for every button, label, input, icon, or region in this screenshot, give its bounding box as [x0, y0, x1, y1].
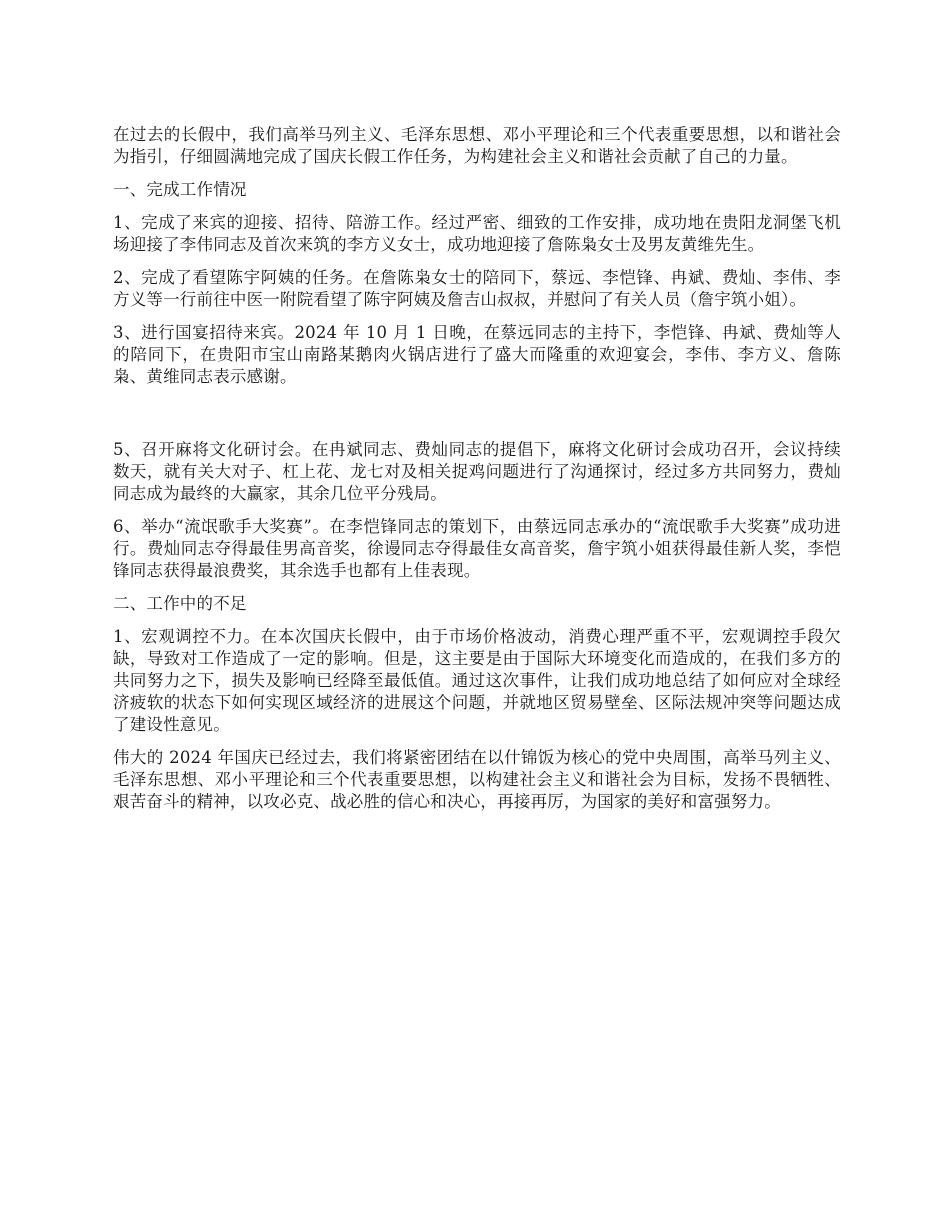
section-heading-work-done: 一、完成工作情况 [113, 180, 247, 199]
work-item-1: 1、完成了来宾的迎接、招待、陪游工作。经过严密、细致的工作安排，成功地在贵阳龙洞堡飞机场迎接了李伟同志及首次来筑的李方义女士，成功地迎接了詹陈枭女士及男友黄维先生。 [113, 213, 841, 254]
work-item-3: 3、进行国宴招待来宾。2024 年 10 月 1 日晚，在蔡远同志的主持下，李恺锋、冉斌、费灿等人的陪同下，在贵阳市宝山南路某鹅肉火锅店进行了盛大而隆重的欢迎宴会，李伟、李方义、詹陈枭、黄维同志表示感谢。 [113, 323, 841, 386]
section-heading-shortfalls: 二、工作中的不足 [113, 594, 247, 613]
work-item-2: 2、完成了看望陈宇阿姨的任务。在詹陈枭女士的陪同下，蔡远、李恺锋、冉斌、费灿、李伟、李方义等一行前往中医一附院看望了陈宇阿姨及詹吉山叔叔，并慰问了有关人员（詹宇筑小姐）。 [113, 268, 841, 309]
conclusion-paragraph: 伟大的 2024 年国庆已经过去，我们将紧密团结在以什锦饭为核心的党中央周围，高举马列主义、毛泽东思想、邓小平理论和三个代表重要思想，以构建社会主义和谐社会为目标，发扬不畏牺牲、艰苦奋斗的精神，以攻必克、战必胜的信心和决心，再接再厉，为国家的美好和富强努力。 [113, 748, 841, 811]
intro-paragraph: 在过去的长假中，我们高举马列主义、毛泽东思想、邓小平理论和三个代表重要思想，以和谐社会为指引，仔细圆满地完成了国庆长假工作任务，为构建社会主义和谐社会贡献了自己的力量。 [113, 125, 841, 166]
blank-gap [113, 399, 841, 439]
work-item-5: 5、召开麻将文化研讨会。在冉斌同志、费灿同志的提倡下，麻将文化研讨会成功召开，会议持续数天，就有关大对子、杠上花、龙七对及相关捉鸡问题进行了沟通探讨，经过多方共同努力，费灿同志成为最终的大赢家，其余几位平分残局。 [113, 440, 841, 503]
document-body [113, 124, 841, 824]
work-item-6: 6、举办“流氓歌手大奖赛”。在李恺锋同志的策划下，由蔡远同志承办的“流氓歌手大奖赛”成功进行。费灿同志夺得最佳男高音奖，徐谩同志夺得最佳女高音奖，詹宇筑小姐获得最佳新人奖，李恺锋同志获得最浪费奖，其余选手也都有上佳表现。 [113, 517, 841, 580]
shortfall-item-1: 1、宏观调控不力。在本次国庆长假中，由于市场价格波动，消费心理严重不平，宏观调控手段欠缺，导致对工作造成了一定的影响。但是，这主要是由于国际大环境变化而造成的，在我们多方的共同努力之下，损失及影响已经降至最低值。通过这次事件，让我们成功地总结了如何应对全球经济疲软的状态下如何实现区域经济的进展这个问题，并就地区贸易壁垒、区际法规冲突等问题达成了建设性意见。 [113, 627, 841, 734]
